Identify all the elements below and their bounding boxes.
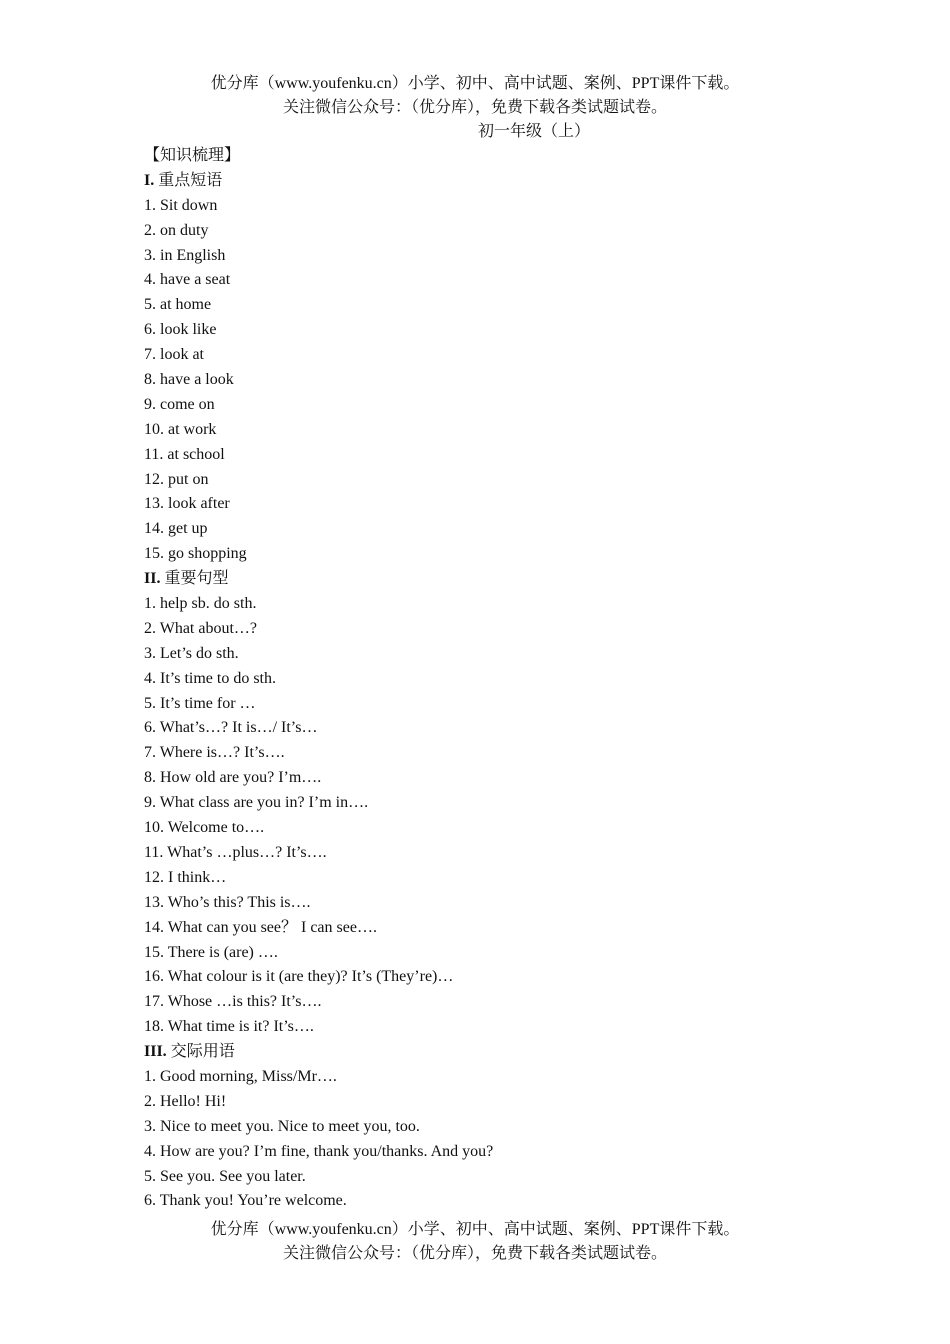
sentence-pattern-list [144,592,844,1040]
list-item: 8. How old are you? I’m…. [144,769,322,787]
list-item: 9. What class are you in? I’m in…. [144,794,369,812]
list-item: 12. I think… [144,868,227,886]
list-item: 3. in English [144,246,226,264]
grade-title: 初一年级（上） [478,123,591,140]
list-item: 7. look at [144,346,204,364]
list-item: 6. Thank you! You’re welcome. [144,1192,347,1210]
page-footer [0,1218,950,1266]
list-item: 10. Welcome to…. [144,819,265,837]
header-wechat-line: 关注微信公众号：（优分库），免费下载各类试题试卷。 [282,99,667,116]
list-item: 4. How are you? I’m fine, thank you/thanks. And you? [144,1142,494,1160]
list-item: 16. What colour is it (are they)? It’s (They’re)… [144,968,454,986]
section-numeral: III. [144,1043,167,1061]
list-item: 5. at home [144,296,212,314]
list-item: 1. help sb. do sth. [144,595,257,613]
list-item: 4. It’s time to do sth. [144,669,276,687]
list-item: 1. Good morning, Miss/Mr…. [144,1067,337,1085]
list-item: 3. Nice to meet you. Nice to meet you, too. [144,1117,420,1135]
list-item: 12. put on [144,470,209,488]
section-title: 重点短语 [158,171,223,189]
document-body [144,144,844,1214]
list-item: 13. Who’s this? This is…. [144,893,311,911]
list-item: 2. Hello! Hi! [144,1092,227,1110]
footer-wechat-line: 关注微信公众号：（优分库），免费下载各类试题试卷。 [282,1245,667,1262]
list-item: 14. get up [144,520,208,538]
list-item: 9. come on [144,395,215,413]
list-item: 4. have a seat [144,271,231,289]
list-item: 8. have a look [144,371,234,389]
section-title: 重要句型 [164,570,229,588]
communication-list [144,1065,844,1214]
section-numeral: II. [144,570,161,588]
list-item: 5. It’s time for … [144,694,256,712]
list-item: 15. go shopping [144,545,247,563]
list-item: 11. at school [144,445,225,463]
list-item: 6. What’s…? It is…/ It’s… [144,719,318,737]
section-heading-sentences [144,567,844,592]
list-item: 2. What about…? [144,619,258,637]
knowledge-heading: 【知识梳理】 [144,147,241,164]
list-item: 10. at work [144,420,217,438]
list-item: 3. Let’s do sth. [144,644,239,662]
page-header [0,72,950,120]
list-item: 13. look after [144,495,230,513]
list-item: 18. What time is it? It’s…. [144,1018,314,1036]
list-item: 15. There is (are) …. [144,943,278,961]
section-numeral: I. [144,171,155,189]
phrase-list [144,194,844,567]
list-item: 6. look like [144,321,217,339]
list-item: 5. See you. See you later. [144,1167,306,1185]
list-item: 1. Sit down [144,196,218,214]
footer-site-line: 优分库（www.youfenku.cn）小学、初中、高中试题、案例、PPT课件下载。 [210,1221,740,1238]
header-site-line: 优分库（www.youfenku.cn）小学、初中、高中试题、案例、PPT课件下载。 [210,75,740,92]
list-item: 11. What’s …plus…? It’s…. [144,843,327,861]
list-item: 2. on duty [144,221,209,239]
list-item: 14. What can you see？ I can see…. [144,918,377,936]
section-title: 交际用语 [170,1043,235,1061]
section-heading-communication [144,1040,844,1065]
list-item: 7. Where is…? It’s…. [144,744,285,762]
section-heading-phrases [144,169,844,194]
list-item: 17. Whose …is this? It’s…. [144,993,322,1011]
